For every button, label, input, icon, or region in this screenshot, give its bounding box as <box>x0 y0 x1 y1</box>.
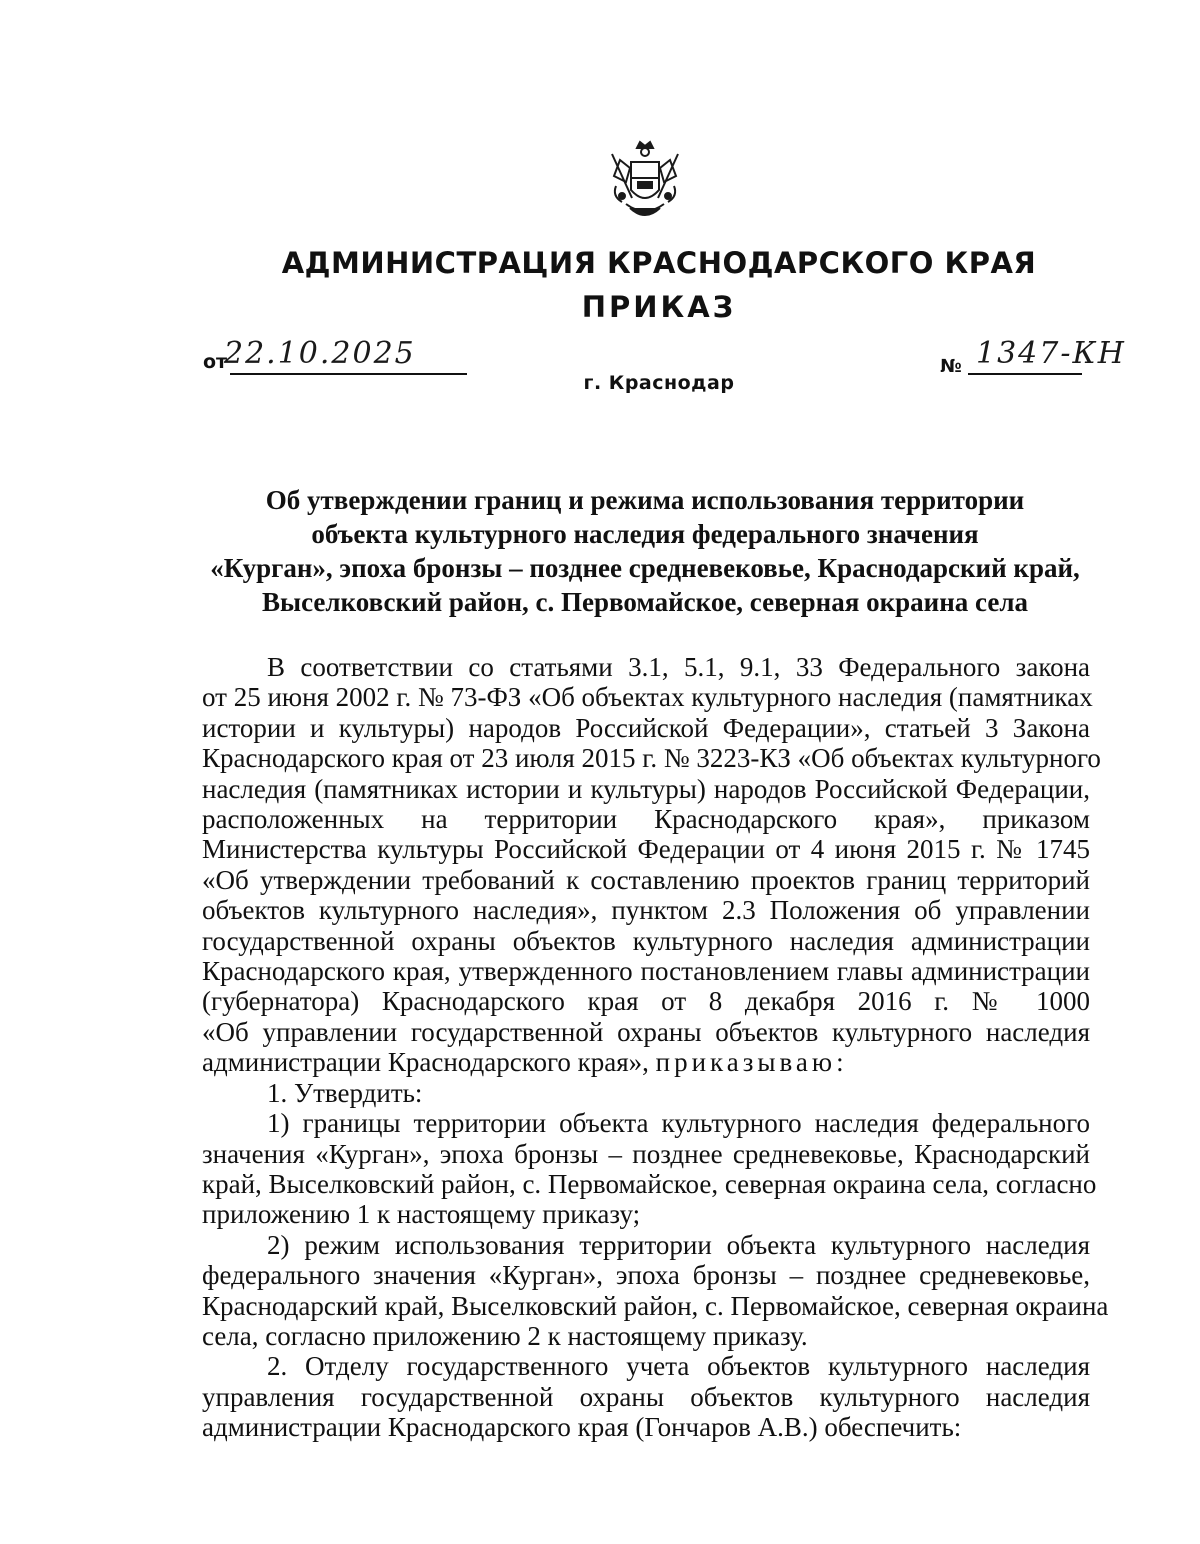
preamble-line: «Об утверждении требований к составлению проектов границ территорий <box>202 864 1090 895</box>
preamble-line: Краснодарского края от 23 июля 2015 г. № 3223-КЗ «Об объектах культурного <box>202 743 1101 774</box>
document-type: ПРИКАЗ <box>581 290 737 324</box>
title-line: объекта культурного наследия федерального значения <box>311 519 979 549</box>
city-name: г. Краснодар <box>583 372 735 394</box>
item-2-line: администрации Краснодарского края (Гончаров А.В.) обеспечить: <box>202 1412 962 1443</box>
title-line: «Курган», эпоха бронзы – позднее средневековье, Краснодарский край, <box>210 553 1080 583</box>
preamble-line: В соответствии со статьями 3.1, 5.1, 9.1, 33 Федерального закона <box>267 652 1090 682</box>
preamble-line: расположенных на территории Краснодарского края», приказом <box>202 804 1090 835</box>
preamble-line: Краснодарского края, утвержденного постановлением главы администрации <box>202 956 1090 987</box>
preamble-line: государственной охраны объектов культурного наследия администрации <box>202 925 1090 956</box>
item-1-sub-2-line: Краснодарский край, Выселковский район, с. Первомайское, северная окраина <box>202 1290 1109 1321</box>
item-2-line: 2. Отделу государственного учета объектов культурного наследия <box>267 1351 1090 1382</box>
document-title <box>200 483 1090 619</box>
handwritten-number: 1347-КН <box>976 336 1126 371</box>
preamble-line: (губернатора) Краснодарского края от 8 декабря 2016 г. № 1000 <box>202 986 1090 1017</box>
organization-name: АДМИНИСТРАЦИЯ КРАСНОДАРСКОГО КРАЯ <box>281 246 1037 280</box>
item-1-sub-2-line: села, согласно приложению 2 к настоящему приказу. <box>202 1320 808 1351</box>
preamble-line: Министерства культуры Российской Федерации от 4 июня 2015 г. № 1745 <box>202 834 1090 865</box>
item-2-line: управления государственной охраны объектов культурного наследия <box>202 1381 1090 1412</box>
coat-of-arms-emblem <box>600 138 690 228</box>
document-body <box>202 652 1109 1443</box>
item-1-heading: 1. Утвердить: <box>267 1077 423 1108</box>
item-1-sub-2-line: федерального значения «Курган», эпоха бронзы – позднее средневековье, <box>202 1260 1090 1291</box>
preamble-line: объектов культурного наследия», пунктом 2.3 Положения об управлении <box>202 895 1090 926</box>
item-1-sub-1-line: край, Выселковский район, с. Первомайское, северная окраина села, согласно <box>202 1168 1097 1199</box>
item-1-sub-1-line: значения «Курган», эпоха бронзы – позднее средневековье, Краснодарский <box>202 1138 1090 1169</box>
preamble-last-text: администрации Краснодарского края», <box>202 1047 649 1078</box>
preamble-line: истории и культуры) народов Российской Федерации», статьей 3 Закона <box>202 712 1090 743</box>
preamble-line: наследия (памятниках истории и культуры) народов Российской Федерации, <box>202 773 1090 804</box>
title-line: Выселковский район, с. Первомайское, северная окраина села <box>262 587 1028 617</box>
item-1-sub-1-line: приложению 1 к настоящему приказу; <box>202 1199 641 1230</box>
item-1-sub-2-line: 2) режим использования территории объекта культурного наследия <box>267 1229 1090 1260</box>
date-prefix-label: от <box>203 351 228 373</box>
handwritten-date: 22.10.2025 <box>224 336 416 371</box>
title-line: Об утверждении границ и режима использования территории <box>265 485 1025 515</box>
order-word: приказываю: <box>655 1047 848 1078</box>
preamble-line: от 25 июня 2002 г. № 73-ФЗ «Об объектах культурного наследия (памятниках <box>202 682 1093 713</box>
preamble-last-line <box>202 1047 1090 1077</box>
preamble-line: «Об управлении государственной охраны объектов культурного наследия <box>202 1016 1090 1047</box>
number-prefix-label: № <box>940 356 962 377</box>
item-1-sub-1-line: 1) границы территории объекта культурного наследия федерального <box>267 1108 1090 1139</box>
